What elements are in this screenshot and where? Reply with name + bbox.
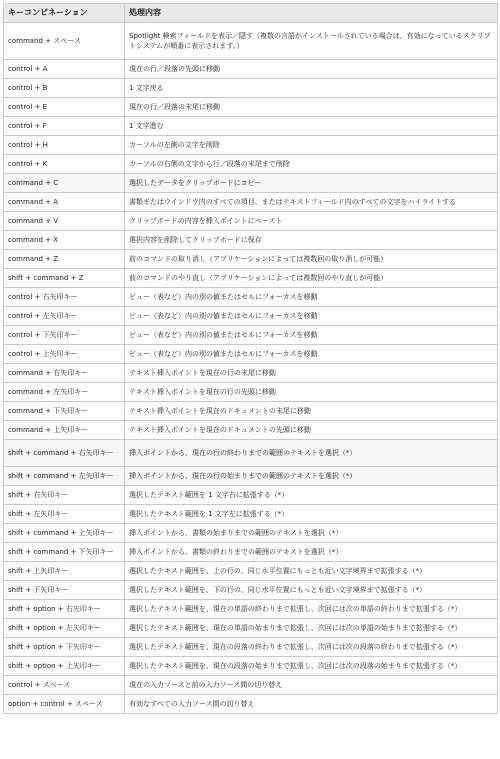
- key-combination-cell: command + スペース: [4, 23, 125, 60]
- key-combination-cell: control + B: [4, 79, 125, 98]
- action-description-cell: ビュー（表など）内の別の値またはセルにフォーカスを移動: [125, 307, 498, 326]
- action-description-cell: 前のコマンドのやり直し（アプリケーションによっては複数回のやり直しが可能）: [125, 269, 498, 288]
- table-row: [4, 345, 498, 364]
- key-combination-cell: control + スペース: [4, 676, 125, 695]
- action-description-cell: テキスト挿入ポイントを現在の行の末尾に移動: [125, 364, 498, 383]
- table-row: [4, 581, 498, 600]
- action-description-cell: テキスト挿入ポイントを現在のドキュメントの先頭に移動: [125, 421, 498, 440]
- key-combination-cell: shift + option + 下矢印キー: [4, 638, 125, 657]
- key-combination-cell: control + 左矢印キー: [4, 307, 125, 326]
- header-key-combination: キーコンビネーション: [4, 4, 125, 23]
- table-row: [4, 23, 498, 60]
- table-row: [4, 524, 498, 543]
- key-combination-cell: command + 左矢印キー: [4, 383, 125, 402]
- action-description-cell: 1 文字進む: [125, 117, 498, 136]
- table-row: [4, 136, 498, 155]
- table-row: [4, 638, 498, 657]
- key-combination-cell: shift + 上矢印キー: [4, 562, 125, 581]
- key-combination-cell: command + 右矢印キー: [4, 364, 125, 383]
- table-row: [4, 383, 498, 402]
- action-description-cell: テキスト挿入ポイントを現在の行の先頭に移動: [125, 383, 498, 402]
- table-row: [4, 269, 498, 288]
- key-combination-cell: control + K: [4, 155, 125, 174]
- table-row: [4, 543, 498, 562]
- key-combination-cell: shift + command + 右矢印キー: [4, 440, 125, 467]
- key-combination-cell: shift + 下矢印キー: [4, 581, 125, 600]
- key-combination-cell: shift + option + 右矢印キー: [4, 600, 125, 619]
- key-combination-cell: control + 上矢印キー: [4, 345, 125, 364]
- key-combination-cell: control + 右矢印キー: [4, 288, 125, 307]
- key-combination-cell: command + V: [4, 212, 125, 231]
- table-row: [4, 250, 498, 269]
- key-combination-cell: command + A: [4, 193, 125, 212]
- table-row: [4, 231, 498, 250]
- table-row: [4, 117, 498, 136]
- key-combination-cell: option + control + スペース: [4, 695, 125, 714]
- action-description-cell: 選択したテキスト範囲を 1 文字左に拡張する（*）: [125, 505, 498, 524]
- table-row: [4, 505, 498, 524]
- key-combination-cell: command + C: [4, 174, 125, 193]
- shortcut-table-container: [3, 3, 497, 714]
- action-description-cell: ビュー（表など）内の別の値またはセルにフォーカスを移動: [125, 345, 498, 364]
- table-row: [4, 657, 498, 676]
- key-combination-cell: command + 上矢印キー: [4, 421, 125, 440]
- key-combination-cell: shift + 左矢印キー: [4, 505, 125, 524]
- action-description-cell: 現在の行／段落の先頭に移動: [125, 60, 498, 79]
- action-description-cell: テキスト挿入ポイントを現在のドキュメントの末尾に移動: [125, 402, 498, 421]
- table-row: [4, 79, 498, 98]
- action-description-cell: 選択したテキスト範囲を、下の行の、同じ水平位置にもっとも近い文字境界まで拡張する（*）: [125, 581, 498, 600]
- action-description-cell: クリップボードの内容を挿入ポイントにペースト: [125, 212, 498, 231]
- table-row: [4, 307, 498, 326]
- action-description-cell: Spotlight 検索フィールドを表示／隠す（複数の言語がインストールされている場合は、有効になっているスクリプトシステムが順番に表示されます。）: [125, 23, 498, 60]
- key-combination-cell: shift + 右矢印キー: [4, 486, 125, 505]
- key-combination-cell: command + X: [4, 231, 125, 250]
- table-row: [4, 562, 498, 581]
- action-description-cell: 選択したテキスト範囲を 1 文字右に拡張する（*）: [125, 486, 498, 505]
- table-header-row: [4, 4, 498, 23]
- action-description-cell: ビュー（表など）内の別の値またはセルにフォーカスを移動: [125, 326, 498, 345]
- key-combination-cell: shift + option + 左矢印キー: [4, 619, 125, 638]
- action-description-cell: 1 文字戻る: [125, 79, 498, 98]
- key-combination-cell: control + H: [4, 136, 125, 155]
- table-row: [4, 676, 498, 695]
- action-description-cell: 現在の行／段落の末尾に移動: [125, 98, 498, 117]
- table-row: [4, 695, 498, 714]
- action-description-cell: 挿入ポイントから、現在の行の始まりまでの範囲のテキストを選択（*）: [125, 467, 498, 486]
- key-combination-cell: shift + option + 上矢印キー: [4, 657, 125, 676]
- action-description-cell: 書類またはウインドウ内のすべての項目、またはテキストフィールド内のすべての文字をハイライトする: [125, 193, 498, 212]
- table-row: [4, 600, 498, 619]
- table-row: [4, 288, 498, 307]
- key-combination-cell: shift + command + Z: [4, 269, 125, 288]
- action-description-cell: 挿入ポイントから、書類の終わりまでの範囲のテキストを選択（*）: [125, 543, 498, 562]
- table-row: [4, 402, 498, 421]
- action-description-cell: 選択したテキスト範囲を、上の行の、同じ水平位置にもっとも近い文字境界まで拡張する（*）: [125, 562, 498, 581]
- table-row: [4, 421, 498, 440]
- table-row: [4, 174, 498, 193]
- table-row: [4, 486, 498, 505]
- action-description-cell: カーソルの左側の文字を削除: [125, 136, 498, 155]
- key-combination-cell: control + 下矢印キー: [4, 326, 125, 345]
- key-combination-cell: control + A: [4, 60, 125, 79]
- table-row: [4, 364, 498, 383]
- table-row: [4, 619, 498, 638]
- action-description-cell: 選択したテキスト範囲を、現在の段落の始まりまで拡張し、次回には次の段落の始まりまで拡張する（*）: [125, 657, 498, 676]
- key-combination-cell: shift + command + 左矢印キー: [4, 467, 125, 486]
- action-description-cell: ビュー（表など）内の別の値またはセルにフォーカスを移動: [125, 288, 498, 307]
- action-description-cell: 選択したテキスト範囲を、現在の単語の終わりまで拡張し、次回には次の単語の終わりまで拡張する（*）: [125, 600, 498, 619]
- action-description-cell: 挿入ポイントから、現在の行の終わりまでの範囲のテキストを選択（*）: [125, 440, 498, 467]
- table-row: [4, 193, 498, 212]
- table-row: [4, 326, 498, 345]
- action-description-cell: 現在の入力ソースと前の入力ソース間の切り替え: [125, 676, 498, 695]
- key-combination-cell: control + F: [4, 117, 125, 136]
- action-description-cell: カーソルの右側の文字から行／段落の末尾まで削除: [125, 155, 498, 174]
- action-description-cell: 挿入ポイントから、書類の始まりまでの範囲のテキストを選択（*）: [125, 524, 498, 543]
- action-description-cell: 選択したテキスト範囲を、現在の単語の始まりまで拡張し、次回には次の単語の始まりまで拡張する（*）: [125, 619, 498, 638]
- table-body: [4, 23, 498, 714]
- table-row: [4, 155, 498, 174]
- table-row: [4, 60, 498, 79]
- key-combination-cell: shift + command + 下矢印キー: [4, 543, 125, 562]
- header-action: 処理内容: [125, 4, 498, 23]
- key-combination-cell: command + Z: [4, 250, 125, 269]
- table-row: [4, 212, 498, 231]
- action-description-cell: 選択内容を削除してクリップボードに保存: [125, 231, 498, 250]
- action-description-cell: 選択したテキスト範囲を、現在の段落の終わりまで拡張し、次回には次の段落の終わりまで拡張する（*）: [125, 638, 498, 657]
- key-combination-cell: command + 下矢印キー: [4, 402, 125, 421]
- shortcut-table: [3, 3, 498, 714]
- table-row: [4, 467, 498, 486]
- action-description-cell: 有効なすべての入力ソース間の切り替え: [125, 695, 498, 714]
- key-combination-cell: control + E: [4, 98, 125, 117]
- table-row: [4, 440, 498, 467]
- action-description-cell: 前のコマンドの取り消し（アプリケーションによっては複数回の取り消しが可能）: [125, 250, 498, 269]
- table-row: [4, 98, 498, 117]
- key-combination-cell: shift + command + 上矢印キー: [4, 524, 125, 543]
- action-description-cell: 選択したデータをクリップボードにコピー: [125, 174, 498, 193]
